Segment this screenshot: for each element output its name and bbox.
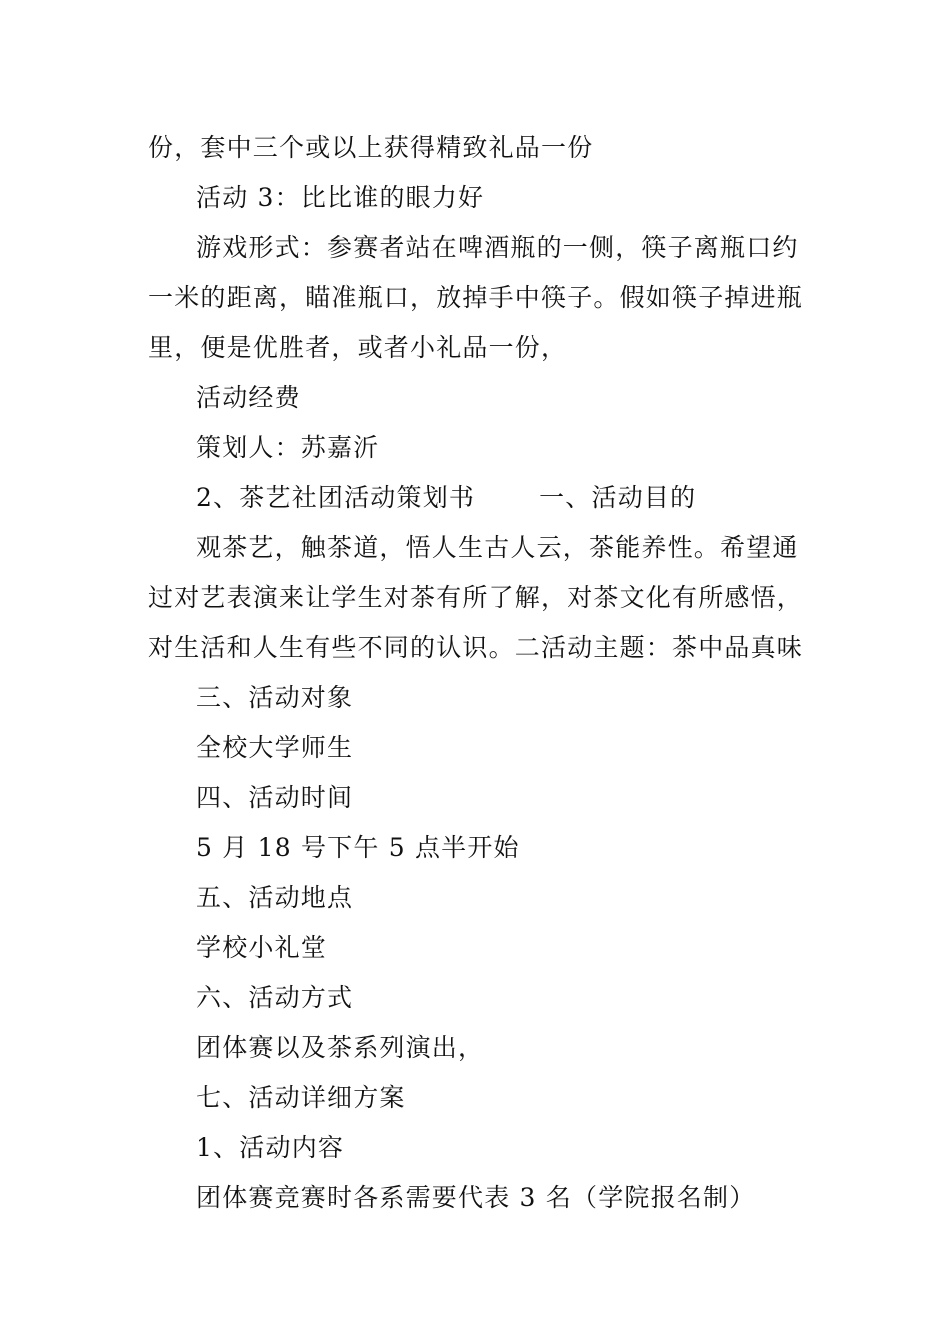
- text-line: 5 月 18 号下午 5 点半开始: [196, 833, 520, 862]
- text-line: 活动经费: [196, 383, 301, 412]
- text-line-heading: [196, 478, 866, 518]
- text-line: 学校小礼堂: [196, 933, 328, 962]
- text-line: 策划人：苏嘉沂: [196, 433, 380, 462]
- section-heading: 四、活动时间: [196, 783, 354, 812]
- text-line: 活动 3：比比谁的眼力好: [196, 183, 485, 212]
- section-heading: 三、活动对象: [196, 683, 354, 712]
- text-line: 游戏形式：参赛者站在啤酒瓶的一侧，筷子离瓶口约: [196, 233, 799, 262]
- text-line: 观茶艺，触茶道，悟人生古人云，茶能养性。希望通: [196, 533, 799, 562]
- text-line: 里，便是优胜者，或者小礼品一份，: [148, 333, 568, 362]
- text-line: 全校大学师生: [196, 733, 354, 762]
- section-heading: 一、活动目的: [539, 483, 697, 512]
- subsection-heading: 1、活动内容: [196, 1133, 345, 1162]
- text-line: 一米的距离，瞄准瓶口，放掉手中筷子。假如筷子掉进瓶: [148, 283, 804, 312]
- text-line: 团体赛竞赛时各系需要代表 3 名（学院报名制）: [196, 1183, 756, 1212]
- section-heading: 七、活动详细方案: [196, 1083, 406, 1112]
- section-heading: 五、活动地点: [196, 883, 354, 912]
- text-line: 对生活和人生有些不同的认识。二活动主题：茶中品真味: [148, 633, 804, 662]
- section-heading: 六、活动方式: [196, 983, 354, 1012]
- text-line: 份，套中三个或以上获得精致礼品一份: [148, 133, 594, 162]
- text-line: 过对艺表演来让学生对茶有所了解，对茶文化有所感悟，: [148, 583, 804, 612]
- text-line: 团体赛以及茶系列演出，: [196, 1033, 485, 1062]
- section-title: 2、茶艺社团活动策划书: [196, 483, 476, 512]
